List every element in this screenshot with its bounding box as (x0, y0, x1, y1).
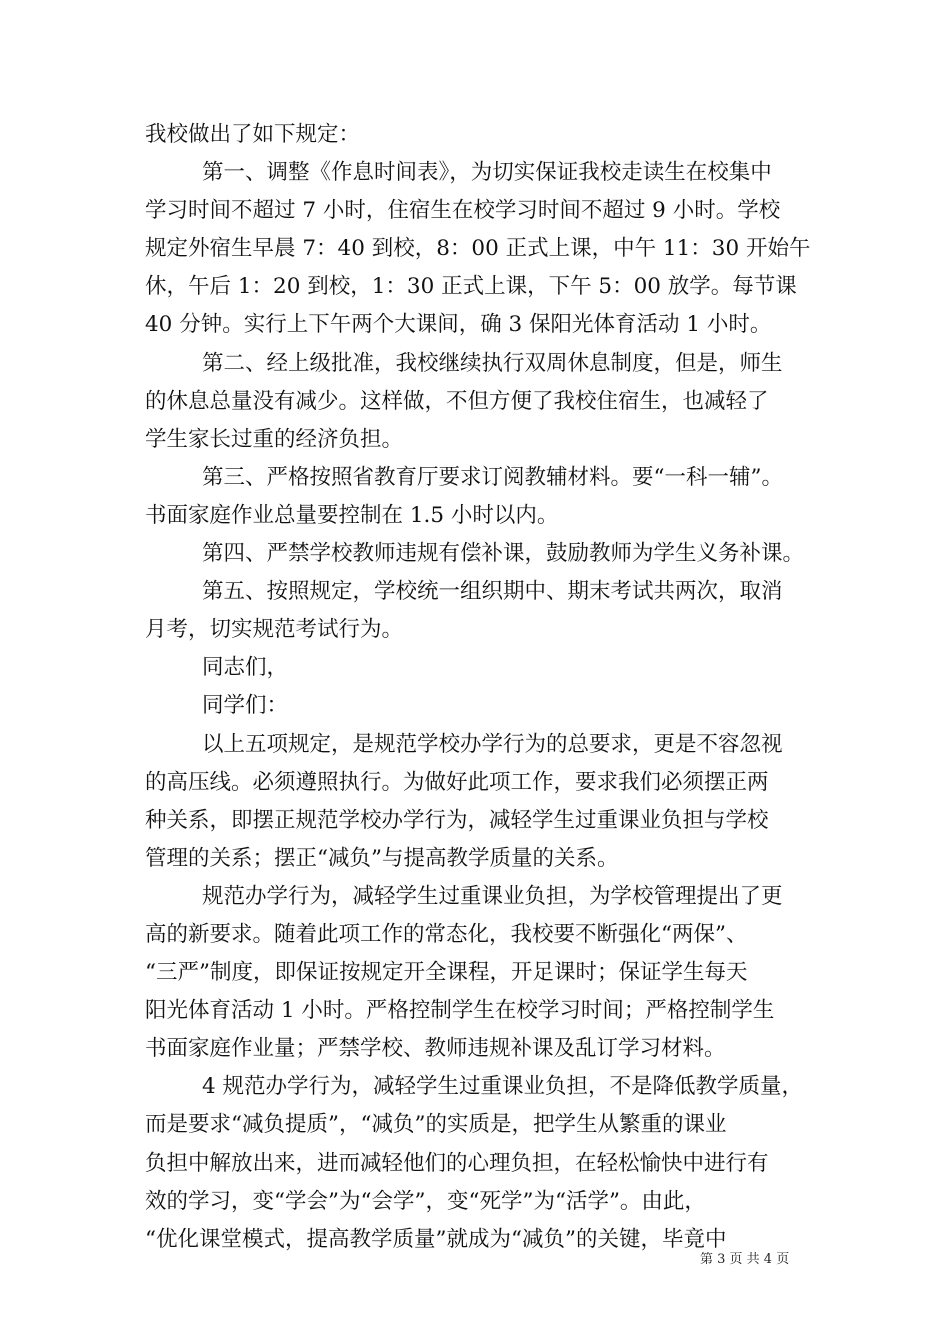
page-number-footer: 第 3 页 共 4 页 (700, 1252, 790, 1267)
body-line: 阳光体育活动 1 小时。严格控制学生在校学习时间；严格控制学生 (145, 998, 775, 1024)
body-line: 规定外宿生早晨 7：40 到校，8：00 正式上课，中午 11：30 开始午 (145, 236, 811, 262)
body-line: 第五、按照规定，学校统一组织期中、期末考试共两次，取消 (202, 579, 783, 605)
body-line: “三严”制度，即保证按规定开全课程，开足课时；保证学生每天 (145, 960, 748, 986)
body-line: 休，午后 1：20 到校，1：30 正式上课，下午 5：00 放学。每节课 (145, 274, 797, 300)
body-line: 效的学习，变“学会”为“会学”，变“死学”为“活学”。由此， (145, 1188, 706, 1214)
body-line: 以上五项规定，是规范学校办学行为的总要求，更是不容忽视 (202, 731, 783, 757)
body-line: 第三、严格按照省教育厅要求订阅教辅材料。要“一科一辅”。 (202, 464, 783, 490)
body-line: 书面家庭作业总量要控制在 1.5 小时以内。 (145, 502, 559, 528)
body-line: 第一、调整《作息时间表》，为切实保证我校走读生在校集中 (202, 160, 772, 186)
body-line: 学生家长过重的经济负担。 (145, 426, 404, 452)
body-line: 的休息总量没有减少。这样做，不但方便了我校住宿生，也减轻了 (145, 388, 769, 414)
document-body (145, 116, 835, 1259)
body-line: 同志们， (202, 655, 289, 681)
body-line: 高的新要求。随着此项工作的常态化，我校要不断强化“两保”、 (145, 921, 748, 947)
body-line: 4 规范办学行为，减轻学生过重课业负担，不是降低教学质量， (202, 1074, 804, 1100)
body-line: 月考，切实规范考试行为。 (145, 617, 404, 643)
body-line: “优化课堂模式，提高教学质量”就成为“减负”的关键，毕竟中 (145, 1226, 727, 1252)
body-line: 而是要求“减负提质”，“减负”的实质是，把学生从繁重的课业 (145, 1112, 727, 1138)
body-line: 管理的关系；摆正“减负”与提高教学质量的关系。 (145, 845, 619, 871)
body-line: 规范办学行为，减轻学生过重课业负担，为学校管理提出了更 (202, 883, 783, 909)
body-line: 第二、经上级批准，我校继续执行双周休息制度，但是，师生 (202, 350, 783, 376)
body-line: 书面家庭作业量；严禁学校、教师违规补课及乱订学习材料。 (145, 1036, 726, 1062)
body-line: 同学们： (202, 693, 289, 719)
body-line: 学习时间不超过 7 小时，住宿生在校学习时间不超过 9 小时。学校 (145, 198, 781, 224)
body-line: 种关系，即摆正规范学校办学行为，减轻学生过重课业负担与学校 (145, 807, 769, 833)
body-line: 40 分钟。实行上下午两个大课间，确 3 保阳光体育活动 1 小时。 (145, 312, 772, 338)
body-line: 的高压线。必须遵照执行。为做好此项工作，要求我们必须摆正两 (145, 769, 769, 795)
body-line: 负担中解放出来，进而减轻他们的心理负担，在轻松愉快中进行有 (145, 1150, 769, 1176)
body-line: 第四、严禁学校教师违规有偿补课，鼓励教师为学生义务补课。 (202, 541, 805, 567)
body-line: 我校做出了如下规定： (145, 122, 361, 147)
